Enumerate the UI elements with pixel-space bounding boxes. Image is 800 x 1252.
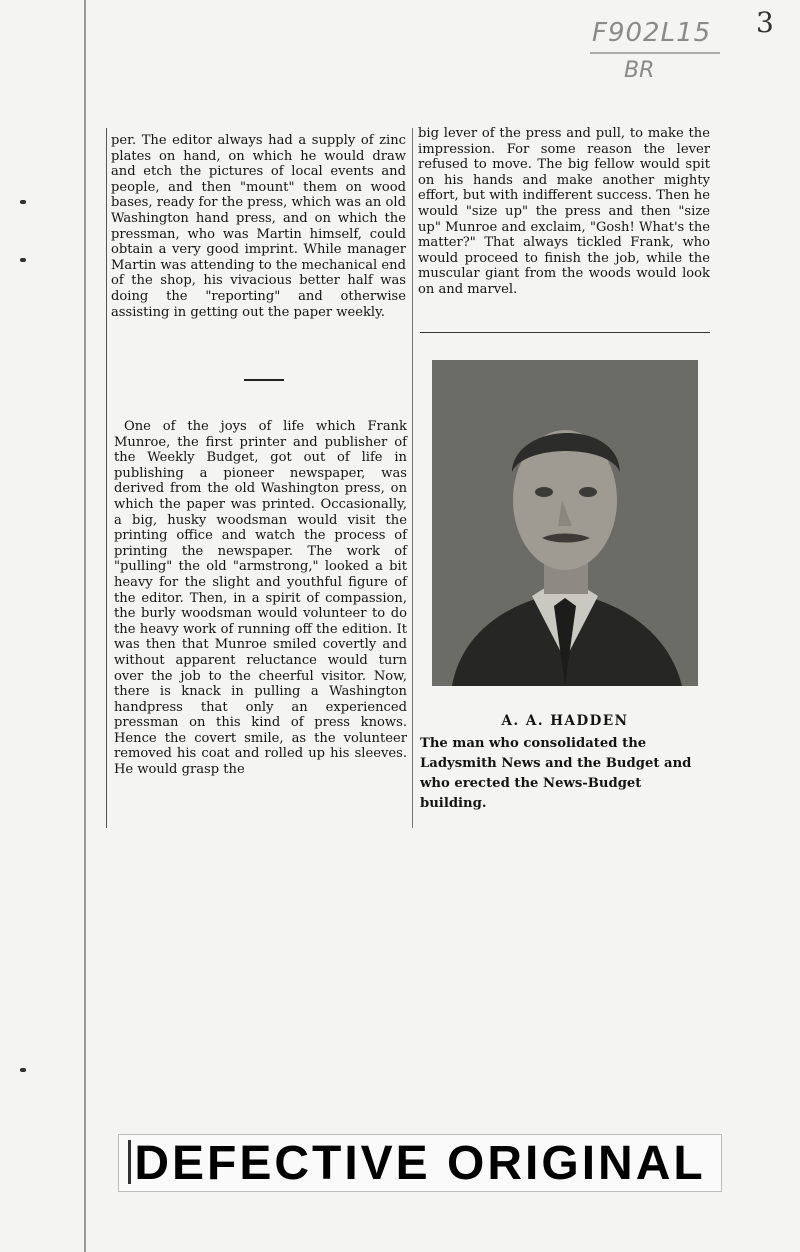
page-margin-rule bbox=[84, 0, 86, 1252]
stamp-text: DEFECTIVE ORIGINAL bbox=[134, 1136, 706, 1190]
portrait-illustration bbox=[432, 360, 698, 686]
article-left-bottom bbox=[114, 419, 407, 778]
article-right-top bbox=[418, 126, 710, 298]
photo-caption-text: The man who consolidated the Ladysmith News and the Budget and who erected the News-Budget building. bbox=[420, 736, 692, 811]
article-paragraph: per. The editor always had a supply of zinc plates on hand, on which he would draw and etch the pictures of local events and people, and then "mount" them on wood bases, ready for the press, which was an old Washington hand press, and on which the pressman, who was Martin himself, could obtain a very good imprint. While manager Martin was attending to the mechanical end of the shop, his vivacious better half was doing the "reporting" and otherwise assisting in getting out the paper weekly. bbox=[111, 133, 406, 320]
archive-code: F902L15 bbox=[592, 18, 712, 48]
section-divider bbox=[244, 379, 284, 381]
archive-underline bbox=[590, 52, 720, 54]
margin-speck bbox=[20, 1068, 26, 1072]
stamp-left-bar bbox=[128, 1140, 131, 1184]
section-divider bbox=[420, 332, 710, 333]
margin-speck bbox=[20, 200, 26, 204]
margin-speck bbox=[20, 258, 26, 262]
left-column-border bbox=[106, 128, 107, 828]
photo-caption-title: A. A. HADDEN bbox=[501, 713, 629, 729]
article-paragraph: big lever of the press and pull, to make the impression. For some reason the lever refused to move. The big fellow would spit on his hands and make another mighty effort, but with indifferent success. Then he would "size up" the press and then "size up" Munroe and exclaim, "Gosh! What's the matter?" That always tickled Frank, who would proceed to finish the job, while the muscular giant from the woods would look on and marvel. bbox=[418, 126, 710, 297]
column-divider bbox=[412, 128, 413, 828]
defective-original-stamp bbox=[118, 1134, 722, 1192]
page-number: 3 bbox=[756, 6, 774, 39]
article-paragraph: One of the joys of life which Frank Munroe, the first printer and publisher of the Weekly Budget, got out of life in publishing a pioneer newspaper, was derived from the old Washington press, on which the paper was printed. Occasionally, a big, husky woodsman would visit the printing office and watch the process of printing the newspaper. The work of "pulling" the old "armstrong," looked a bit heavy for the slight and youthful figure of the editor. Then, in a spirit of compassion, the burly woodsman would volunteer to do the heavy work of running off the edition. It was then that Munroe smiled covertly and without apparent reluctance would turn over the job to the cheerful visitor. Now, there is knack in pulling a Washington handpress that only an experienced pressman on this kind of press knows. Hence the covert smile, as the volunteer removed his coat and rolled up his sleeves. He would grasp the bbox=[114, 419, 407, 778]
archive-sub-code: BR bbox=[624, 58, 655, 83]
article-left-top bbox=[111, 133, 406, 320]
portrait-photo bbox=[432, 360, 698, 686]
